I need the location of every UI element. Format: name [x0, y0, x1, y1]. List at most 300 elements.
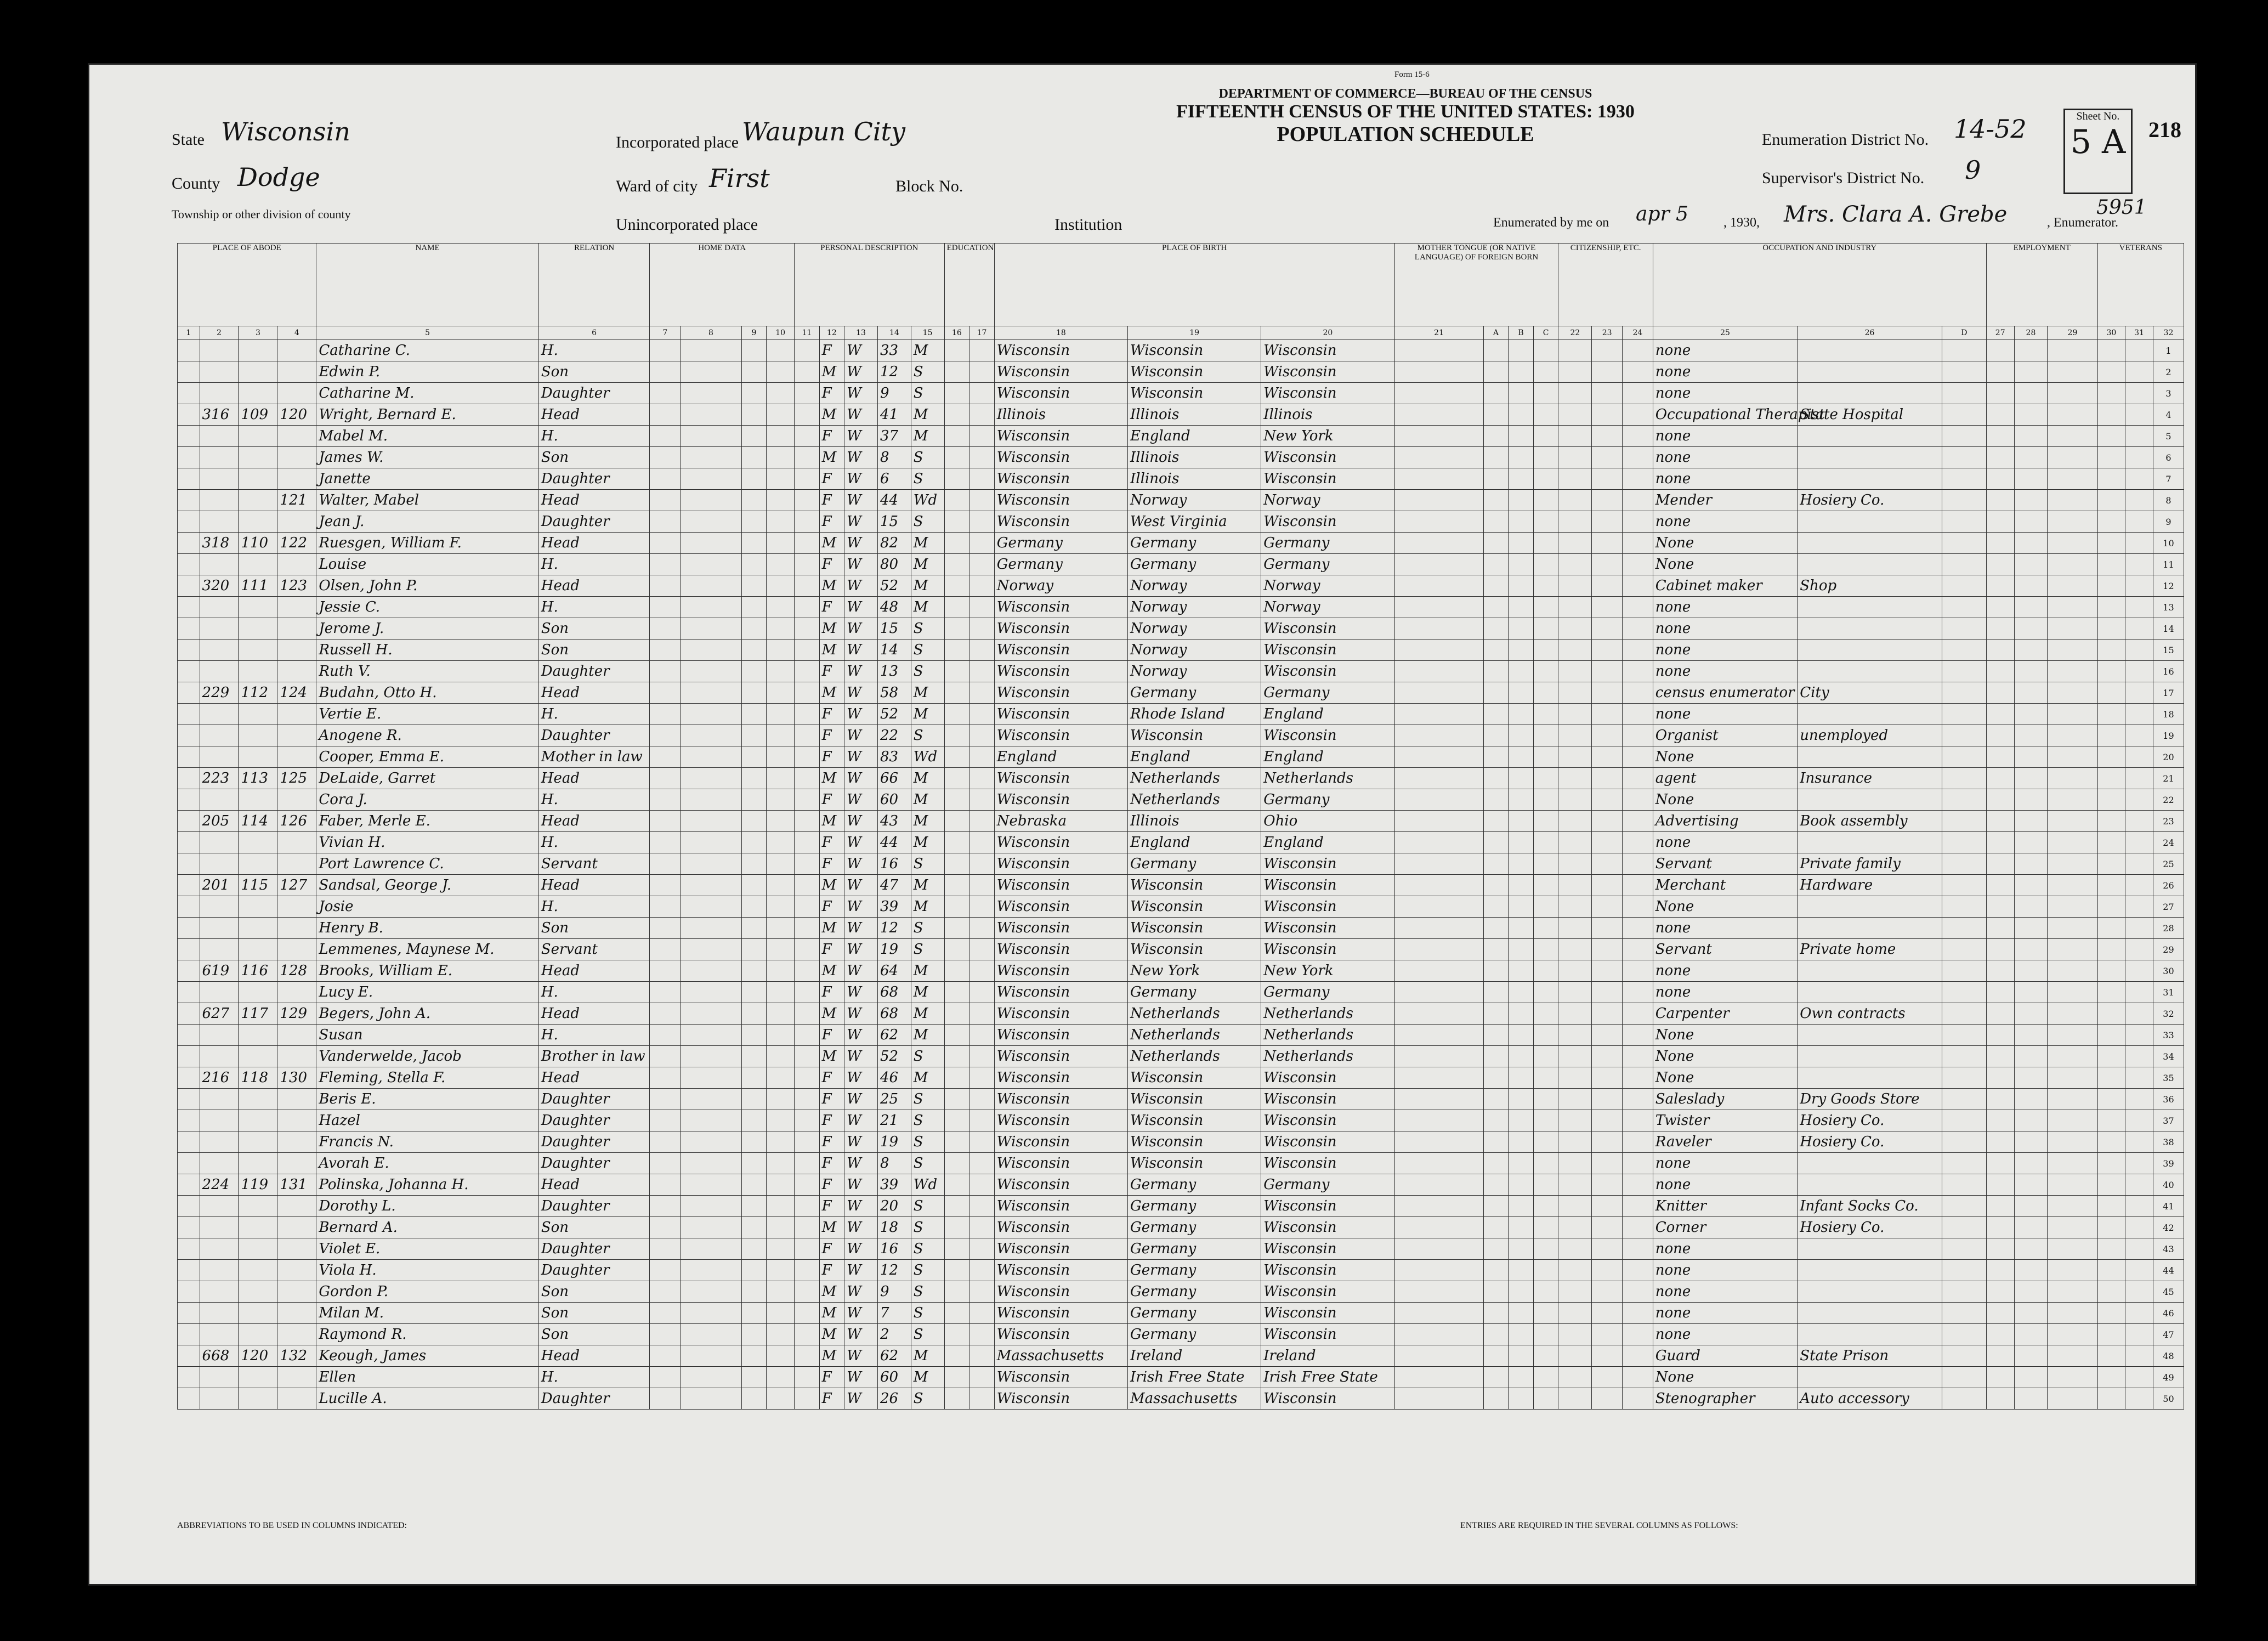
- cell-empty: [1623, 682, 1653, 704]
- cell-empty: [650, 1025, 681, 1046]
- cell-fam: [277, 1025, 316, 1046]
- column-number: 21: [1394, 326, 1483, 340]
- cell-empty: [767, 1131, 795, 1153]
- cell-sex: F: [819, 490, 844, 511]
- cell-empty: [767, 789, 795, 811]
- table-row: [178, 1345, 2184, 1367]
- cell-age: 22: [877, 725, 911, 746]
- cell-empty: [2048, 1303, 2097, 1324]
- cell-mother: Wisconsin: [1261, 918, 1394, 939]
- cell-dw: [239, 1281, 277, 1303]
- cell-empty: [1623, 1110, 1653, 1131]
- cell-age: 7: [877, 1303, 911, 1324]
- cell-name: Ruth V.: [316, 661, 538, 682]
- cell-empty: [1986, 704, 2014, 725]
- cell-empty: [2097, 768, 2125, 789]
- cell-name: Raymond R.: [316, 1324, 538, 1345]
- cell-empty: [1558, 1324, 1592, 1345]
- cell-mother: New York: [1261, 960, 1394, 982]
- cell-mar: M: [911, 554, 944, 575]
- cell-empty: [1483, 789, 1509, 811]
- cell-mother: Illinois: [1261, 404, 1394, 426]
- cell-empty: [741, 1196, 767, 1217]
- cell-empty: [767, 1196, 795, 1217]
- cell-birth: Wisconsin: [994, 682, 1127, 704]
- cell-empty: [650, 982, 681, 1003]
- cell-age: 16: [877, 853, 911, 875]
- cell-empty: [1509, 1196, 1534, 1217]
- cell-empty: [650, 1217, 681, 1238]
- cell-empty: [2048, 468, 2097, 490]
- cell-empty: [767, 896, 795, 918]
- cell-empty: [944, 982, 969, 1003]
- cell-empty: [767, 1324, 795, 1345]
- stamp-number: 5951: [2096, 196, 2147, 219]
- cell-fam: [277, 554, 316, 575]
- cell-empty: [2014, 1089, 2048, 1110]
- cell-empty: [2125, 896, 2153, 918]
- cell-sex: F: [819, 383, 844, 404]
- cell-empty: [2048, 918, 2097, 939]
- cell-rel: Daughter: [538, 725, 650, 746]
- cell-empty: [767, 661, 795, 682]
- cell-empty: [2125, 1003, 2153, 1025]
- cell-age: 26: [877, 1388, 911, 1410]
- cell-mother: Wisconsin: [1261, 1260, 1394, 1281]
- cell-father: Germany: [1128, 853, 1261, 875]
- cell-empty: [1592, 575, 1623, 597]
- cell-race: W: [844, 404, 878, 426]
- cell-father: England: [1128, 426, 1261, 447]
- cell-empty: [1483, 618, 1509, 640]
- cell-empty: [741, 597, 767, 618]
- cell-empty: [681, 533, 741, 554]
- cell-mother: England: [1261, 746, 1394, 768]
- cell-birth: Wisconsin: [994, 939, 1127, 960]
- cell-empty: [1623, 704, 1653, 725]
- cell-empty: [741, 832, 767, 853]
- cell-empty: [944, 939, 969, 960]
- cell-sex: F: [819, 939, 844, 960]
- cell-birth: Wisconsin: [994, 875, 1127, 896]
- cell-street: [178, 789, 200, 811]
- cell-empty: [794, 1110, 819, 1131]
- line-number: 50: [2153, 1388, 2184, 1410]
- cell-age: 12: [877, 361, 911, 383]
- cell-sex: F: [819, 1196, 844, 1217]
- cell-empty: [1483, 1238, 1509, 1260]
- cell-empty: [2014, 1046, 2048, 1067]
- cell-house: 205: [200, 811, 239, 832]
- cell-occ: none: [1653, 1153, 1798, 1174]
- cell-empty: [2014, 1281, 2048, 1303]
- group-education: EDUCATION: [944, 244, 994, 326]
- cell-fam: 132: [277, 1345, 316, 1367]
- cell-fam: [277, 340, 316, 361]
- table-row: [178, 1131, 2184, 1153]
- cell-empty: [1483, 1281, 1509, 1303]
- cell-empty: [969, 875, 995, 896]
- cell-empty: [1394, 1217, 1483, 1238]
- table-row: [178, 361, 2184, 383]
- cell-empty: [681, 982, 741, 1003]
- table-row: [178, 982, 2184, 1003]
- cell-race: W: [844, 811, 878, 832]
- cell-birth: Massachusetts: [994, 1345, 1127, 1367]
- cell-rel: H.: [538, 1025, 650, 1046]
- cell-age: 15: [877, 511, 911, 533]
- cell-race: W: [844, 1025, 878, 1046]
- cell-mar: S: [911, 447, 944, 468]
- column-number: 32: [2153, 326, 2184, 340]
- cell-dw: [239, 1324, 277, 1345]
- cell-occ: None: [1653, 1067, 1798, 1089]
- cell-mar: M: [911, 789, 944, 811]
- cell-empty: [1942, 725, 1986, 746]
- cell-empty: [650, 918, 681, 939]
- cell-empty: [2097, 618, 2125, 640]
- cell-dw: [239, 618, 277, 640]
- cell-occ: Stenographer: [1653, 1388, 1798, 1410]
- cell-street: [178, 725, 200, 746]
- cell-empty: [1623, 1324, 1653, 1345]
- cell-mar: M: [911, 811, 944, 832]
- cell-sex: M: [819, 1281, 844, 1303]
- cell-dw: 117: [239, 1003, 277, 1025]
- cell-empty: [969, 1303, 995, 1324]
- cell-empty: [650, 1281, 681, 1303]
- cell-empty: [1986, 404, 2014, 426]
- cell-empty: [2125, 490, 2153, 511]
- cell-empty: [1986, 340, 2014, 361]
- page-number: 218: [2148, 117, 2181, 142]
- cell-empty: [1558, 853, 1592, 875]
- cell-mother: England: [1261, 832, 1394, 853]
- cell-empty: [2097, 746, 2125, 768]
- line-number: 47: [2153, 1324, 2184, 1345]
- cell-rel: Head: [538, 811, 650, 832]
- cell-father: England: [1128, 746, 1261, 768]
- cell-house: [200, 1153, 239, 1174]
- cell-empty: [1483, 896, 1509, 918]
- cell-sex: F: [819, 661, 844, 682]
- cell-empty: [2125, 768, 2153, 789]
- cell-empty: [1942, 1324, 1986, 1345]
- cell-birth: Wisconsin: [994, 426, 1127, 447]
- cell-empty: [1592, 640, 1623, 661]
- cell-age: 14: [877, 640, 911, 661]
- cell-empty: [1942, 490, 1986, 511]
- cell-empty: [794, 1174, 819, 1196]
- cell-fam: [277, 1281, 316, 1303]
- cell-empty: [681, 682, 741, 704]
- cell-ind: Dry Goods Store: [1798, 1089, 1942, 1110]
- column-number: 17: [969, 326, 995, 340]
- cell-empty: [944, 1153, 969, 1174]
- table-row: [178, 1196, 2184, 1217]
- cell-age: 64: [877, 960, 911, 982]
- cell-mar: S: [911, 1046, 944, 1067]
- cell-empty: [794, 682, 819, 704]
- cell-street: [178, 554, 200, 575]
- cell-name: Ellen: [316, 1367, 538, 1388]
- cell-empty: [1558, 661, 1592, 682]
- cell-father: Wisconsin: [1128, 939, 1261, 960]
- cell-empty: [944, 1174, 969, 1196]
- abbreviations-title: ABBREVIATIONS TO BE USED IN COLUMNS INDICATED:: [177, 1521, 407, 1530]
- cell-mother: Germany: [1261, 982, 1394, 1003]
- cell-empty: [1592, 1238, 1623, 1260]
- cell-fam: 121: [277, 490, 316, 511]
- cell-empty: [1533, 832, 1558, 853]
- cell-birth: Wisconsin: [994, 640, 1127, 661]
- cell-empty: [2048, 1238, 2097, 1260]
- cell-house: [200, 1303, 239, 1324]
- cell-empty: [1986, 896, 2014, 918]
- cell-father: Wisconsin: [1128, 383, 1261, 404]
- cell-empty: [741, 1238, 767, 1260]
- cell-empty: [2014, 575, 2048, 597]
- cell-empty: [2048, 383, 2097, 404]
- cell-empty: [2048, 746, 2097, 768]
- cell-street: [178, 447, 200, 468]
- table-row: [178, 426, 2184, 447]
- cell-empty: [1986, 1388, 2014, 1410]
- cell-empty: [1986, 1067, 2014, 1089]
- cell-empty: [2097, 383, 2125, 404]
- cell-empty: [2097, 468, 2125, 490]
- table-row: [178, 1174, 2184, 1196]
- cell-empty: [1394, 340, 1483, 361]
- cell-empty: [1509, 575, 1534, 597]
- entries-title: ENTRIES ARE REQUIRED IN THE SEVERAL COLUMNS AS FOLLOWS:: [1460, 1521, 1738, 1530]
- cell-empty: [2125, 447, 2153, 468]
- group-veterans: VETERANS: [2097, 244, 2184, 326]
- cell-empty: [2048, 875, 2097, 896]
- cell-name: Fleming, Stella F.: [316, 1067, 538, 1089]
- cell-empty: [650, 1388, 681, 1410]
- cell-empty: [650, 490, 681, 511]
- cell-birth: Wisconsin: [994, 1046, 1127, 1067]
- table-row: [178, 1046, 2184, 1067]
- cell-ind: [1798, 597, 1942, 618]
- state-value: Wisconsin: [221, 117, 350, 146]
- cell-sex: M: [819, 1345, 844, 1367]
- cell-empty: [969, 554, 995, 575]
- cell-empty: [1533, 575, 1558, 597]
- line-number: 38: [2153, 1131, 2184, 1153]
- cell-rel: Daughter: [538, 511, 650, 533]
- cell-rel: Head: [538, 1003, 650, 1025]
- cell-dw: [239, 746, 277, 768]
- cell-empty: [767, 1388, 795, 1410]
- cell-ind: [1798, 1324, 1942, 1345]
- cell-empty: [944, 575, 969, 597]
- cell-house: [200, 511, 239, 533]
- cell-empty: [650, 468, 681, 490]
- cell-house: [200, 746, 239, 768]
- cell-mar: M: [911, 896, 944, 918]
- cell-empty: [1533, 1196, 1558, 1217]
- cell-empty: [1558, 875, 1592, 896]
- cell-empty: [1483, 511, 1509, 533]
- cell-empty: [969, 1025, 995, 1046]
- cell-age: 68: [877, 982, 911, 1003]
- cell-empty: [741, 340, 767, 361]
- cell-ind: [1798, 746, 1942, 768]
- cell-race: W: [844, 426, 878, 447]
- cell-empty: [1483, 1324, 1509, 1345]
- cell-empty: [1533, 426, 1558, 447]
- cell-empty: [767, 746, 795, 768]
- cell-empty: [1558, 1153, 1592, 1174]
- cell-dw: 109: [239, 404, 277, 426]
- cell-empty: [1509, 1303, 1534, 1324]
- cell-empty: [2014, 918, 2048, 939]
- table-row: [178, 618, 2184, 640]
- cell-fam: [277, 361, 316, 383]
- cell-empty: [650, 875, 681, 896]
- cell-empty: [2014, 982, 2048, 1003]
- cell-empty: [969, 918, 995, 939]
- cell-mother: Wisconsin: [1261, 1324, 1394, 1345]
- cell-empty: [741, 468, 767, 490]
- cell-birth: Wisconsin: [994, 1303, 1127, 1324]
- cell-mother: Netherlands: [1261, 1025, 1394, 1046]
- cell-age: 19: [877, 1131, 911, 1153]
- cell-street: [178, 982, 200, 1003]
- cell-empty: [944, 1067, 969, 1089]
- cell-street: [178, 1367, 200, 1388]
- cell-empty: [2048, 597, 2097, 618]
- cell-empty: [741, 982, 767, 1003]
- cell-ind: [1798, 704, 1942, 725]
- cell-empty: [681, 939, 741, 960]
- table-row: [178, 511, 2184, 533]
- cell-empty: [1942, 1046, 1986, 1067]
- cell-empty: [794, 661, 819, 682]
- cell-father: New York: [1128, 960, 1261, 982]
- cell-empty: [741, 896, 767, 918]
- cell-empty: [1483, 832, 1509, 853]
- cell-empty: [1509, 1260, 1534, 1281]
- cell-name: Vanderwelde, Jacob: [316, 1046, 538, 1067]
- cell-empty: [794, 768, 819, 789]
- cell-dw: [239, 1260, 277, 1281]
- cell-empty: [2125, 832, 2153, 853]
- cell-empty: [1592, 1131, 1623, 1153]
- cell-empty: [794, 468, 819, 490]
- cell-occ: Carpenter: [1653, 1003, 1798, 1025]
- cell-empty: [1592, 725, 1623, 746]
- cell-mar: M: [911, 982, 944, 1003]
- cell-empty: [1623, 1367, 1653, 1388]
- cell-empty: [1942, 447, 1986, 468]
- cell-rel: H.: [538, 896, 650, 918]
- cell-ind: Shop: [1798, 575, 1942, 597]
- cell-empty: [1592, 746, 1623, 768]
- cell-race: W: [844, 896, 878, 918]
- line-number: 31: [2153, 982, 2184, 1003]
- cell-sex: F: [819, 1067, 844, 1089]
- cell-empty: [650, 768, 681, 789]
- cell-rel: Head: [538, 1345, 650, 1367]
- cell-empty: [1394, 1260, 1483, 1281]
- cell-house: [200, 1324, 239, 1345]
- cell-empty: [1986, 811, 2014, 832]
- cell-empty: [681, 789, 741, 811]
- cell-empty: [1623, 383, 1653, 404]
- cell-age: 83: [877, 746, 911, 768]
- cell-empty: [969, 832, 995, 853]
- cell-empty: [1942, 1110, 1986, 1131]
- cell-empty: [681, 1046, 741, 1067]
- line-number: 2: [2153, 361, 2184, 383]
- cell-empty: [1558, 1046, 1592, 1067]
- cell-name: Budahn, Otto H.: [316, 682, 538, 704]
- cell-sex: F: [819, 1260, 844, 1281]
- cell-mar: S: [911, 1303, 944, 1324]
- cell-mother: Wisconsin: [1261, 468, 1394, 490]
- cell-empty: [944, 554, 969, 575]
- cell-mar: M: [911, 1345, 944, 1367]
- cell-age: 52: [877, 704, 911, 725]
- cell-empty: [1942, 875, 1986, 896]
- cell-mother: Wisconsin: [1261, 853, 1394, 875]
- cell-fam: [277, 468, 316, 490]
- cell-empty: [1509, 511, 1534, 533]
- cell-empty: [2014, 1324, 2048, 1345]
- cell-empty: [1623, 746, 1653, 768]
- cell-empty: [1509, 1238, 1534, 1260]
- cell-race: W: [844, 490, 878, 511]
- cell-empty: [1558, 896, 1592, 918]
- cell-race: W: [844, 1238, 878, 1260]
- cell-empty: [1509, 490, 1534, 511]
- cell-empty: [681, 340, 741, 361]
- cell-empty: [1394, 1131, 1483, 1153]
- cell-empty: [969, 1174, 995, 1196]
- cell-occ: none: [1653, 1238, 1798, 1260]
- cell-empty: [2014, 511, 2048, 533]
- cell-empty: [767, 1089, 795, 1110]
- cell-empty: [767, 468, 795, 490]
- cell-empty: [741, 490, 767, 511]
- cell-ind: [1798, 1153, 1942, 1174]
- cell-birth: Wisconsin: [994, 1025, 1127, 1046]
- cell-ind: [1798, 982, 1942, 1003]
- cell-empty: [2125, 1238, 2153, 1260]
- cell-race: W: [844, 1153, 878, 1174]
- cell-empty: [2014, 468, 2048, 490]
- cell-house: [200, 896, 239, 918]
- cell-empty: [2125, 1067, 2153, 1089]
- group-mother-tongue: MOTHER TONGUE (OR NATIVE LANGUAGE) OF FOREIGN BORN: [1394, 244, 1558, 326]
- cell-empty: [2014, 1303, 2048, 1324]
- cell-empty: [2125, 1303, 2153, 1324]
- cell-street: [178, 340, 200, 361]
- cell-empty: [2125, 618, 2153, 640]
- cell-empty: [1558, 361, 1592, 383]
- cell-empty: [767, 832, 795, 853]
- cell-empty: [1394, 1067, 1483, 1089]
- cell-mother: Netherlands: [1261, 1003, 1394, 1025]
- cell-empty: [1986, 597, 2014, 618]
- cell-birth: Wisconsin: [994, 1324, 1127, 1345]
- cell-empty: [741, 1388, 767, 1410]
- cell-age: 62: [877, 1025, 911, 1046]
- cell-father: Netherlands: [1128, 768, 1261, 789]
